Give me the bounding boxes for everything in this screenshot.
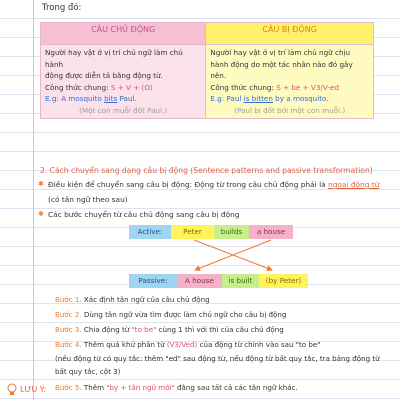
bullet-condition-line2: (có tân ngữ theo sau) [48,195,128,204]
section-title: 2. Cách chuyển sang dạng câu bị động (Sentence patterns and passive transformation) [40,166,373,175]
active-translation: (Một con muỗi đốt Paul.) [79,105,168,115]
active-formula-line [45,82,201,94]
step-1-label: Bước 1. [55,295,82,304]
bullet-condition [38,180,380,189]
passive-subject-box: A house [177,274,222,288]
bullet-condition-text: Điều kiện để chuyển sang câu bị động: Động từ trong câu chủ động phải là [48,180,329,189]
active-cell [41,45,206,119]
note-title: LƯU Ý: [20,385,47,394]
intro-text: Trong đó: [42,3,82,13]
step-4 [55,340,321,349]
passive-example [210,93,369,105]
step-4-highlight: (V3/Ved) [166,340,198,349]
active-formula: S + V + (O) [110,82,153,92]
step-3 [55,325,284,334]
passive-desc-2: hành động do một tác nhân nào đó gây nên. [210,59,353,80]
passive-verb-box: is built [222,274,259,288]
passive-cell [206,45,374,119]
step-5 [55,383,298,392]
step-4-note-2: bất quy tắc, cột 3) [55,367,121,376]
step-2-label: Bước 2. [55,310,82,319]
active-label-box: Active: [129,225,171,239]
lightbulb-icon [6,383,18,397]
passive-formula: S + be + V3/V-ed [276,82,339,92]
active-header: CÂU CHỦ ĐỘNG [41,23,206,45]
passive-header: CÂU BỊ ĐỘNG [206,23,374,45]
passive-eg-verb: is bitten [243,94,273,103]
passive-translation: (Paul bị đốt bởi một con muỗi.) [234,105,346,115]
transitive-verb-highlight: ngoại động từ [328,180,380,189]
step-4-label: Bước 4. [55,340,82,349]
active-verb-box: builds [214,225,249,239]
passive-formula-line [210,82,369,94]
step-3-pre: Chia động từ [81,325,132,334]
passive-desc-1: Người hay vật ở vị trí làm chủ ngữ chịu [210,48,351,57]
step-2-text: Dùng tân ngữ vừa tìm được làm chủ ngữ cho câu bị động [81,310,287,319]
step-5-pre: Thêm [81,383,107,392]
active-formula-prefix: Công thức chung: [45,82,111,92]
step-2 [55,310,286,319]
passive-label-box: Passive: [129,274,177,288]
step-4-post: của động từ chính vào sau "to be" [197,340,321,349]
step-3-post: cùng 1 thì với thì của câu chủ động [156,325,284,334]
step-4-note-1: (nếu động từ có quy tắc: thêm "ed" sau động từ, nếu động từ bất quy tắc, tra bảng động từ [55,354,380,363]
active-example [45,93,201,105]
active-desc-2: động được diễn tả bằng động từ. [45,71,163,80]
active-eg-verb: bits [104,94,118,103]
step-1 [55,295,210,304]
comparison-table [40,22,374,119]
active-subject-box: Peter [171,225,214,239]
passive-formula-prefix: Công thức chung: [210,82,277,92]
passive-agent-box: (by Peter) [259,274,308,288]
active-desc-1: Người hay vật ở vị trí chủ ngữ làm chủ hành [45,48,183,69]
step-1-text: Xác định tân ngữ của câu chủ động [81,295,210,304]
step-3-label: Bước 3. [55,325,82,334]
bullet-steps-text: Các bước chuyển từ câu chủ động sang câu bị động [48,210,240,219]
star-bullet-icon: ✱ [38,210,44,218]
passive-eg-suffix: by a mosquito. [272,94,329,103]
step-5-highlight: "by + tân ngữ mới" [106,383,175,392]
active-eg-suffix: Paul. [117,94,137,103]
active-object-box: a house [249,225,293,239]
active-eg-prefix: E.g: A mosquito [45,94,105,103]
step-4-pre: Thêm quá khứ phân từ [81,340,167,349]
passive-eg-prefix: E.g: Paul [210,94,244,103]
swap-arrows-icon [150,239,300,274]
step-5-post: đằng sau tất cả các tân ngữ khác. [174,383,298,392]
step-3-highlight: "to be" [131,325,157,334]
bullet-steps [38,210,240,219]
step-5-label: Bước 5. [55,383,82,392]
star-bullet-icon: ✱ [38,180,44,188]
